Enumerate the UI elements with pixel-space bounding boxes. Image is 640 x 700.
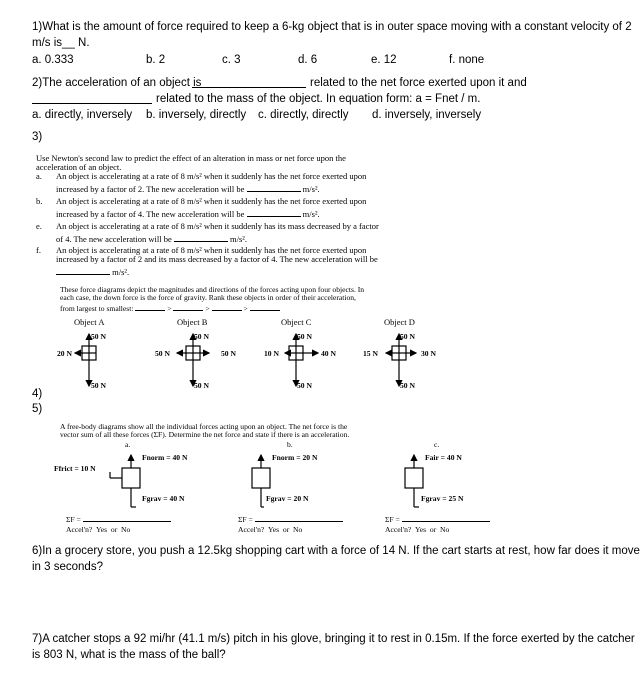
q5-b-letter: b. <box>287 440 293 449</box>
q4-b-down-label: 50 N <box>194 381 209 390</box>
q4-object-d-diagram <box>386 334 416 386</box>
q5-a-sum: ΣF = <box>66 513 171 525</box>
q5-c-accel: Accel'n? Yes or No <box>385 525 450 534</box>
q5-a-diagram <box>110 455 140 507</box>
q2-option-c: c. directly, directly <box>258 109 349 121</box>
q4-intro-2: each case, the down force is the force of gravity. Rank these objects in order of their acceleration, <box>60 293 356 302</box>
q4-intro-1: These force diagrams depict the magnitudes and directions of the forces acting upon four objects. In <box>60 285 365 294</box>
q3-e-line1: An object is accelerating at a rate of 8 m/s² when it suddenly has its mass decreased by a factor <box>56 221 379 231</box>
q1-text: 1)What is the amount of force required to keep a 6-kg object that is in outer space moving with a constant velocity of 2 <box>32 21 632 33</box>
q5-b-sum: ΣF = <box>238 513 343 525</box>
q5-b-up-label: Fnorm = 20 N <box>272 453 318 462</box>
q7-text-line2: is 803 N, what is the mass of the ball? <box>32 649 226 661</box>
q7-text-line1: 7)A catcher stops a 92 mi/hr (41.1 m/s) pitch in his glove, bringing it to rest in 0.15m. If the force exerted by the catcher <box>32 633 635 645</box>
q6-text-line1: 6)In a grocery store, you push a 12.5kg shopping cart with a force of 14 N. If the cart starts at rest, how far does it move <box>32 545 640 557</box>
q5-label: 5) <box>32 403 43 415</box>
q4-object-c-diagram <box>285 334 318 386</box>
q6-text-line2: in 3 seconds? <box>32 561 103 573</box>
q5-b-diagram <box>252 455 270 507</box>
q4-d-right-label: 30 N <box>421 349 436 358</box>
q5-a-left-label: Ffrict = 10 N <box>54 464 96 473</box>
q3-f-line3: m/s². <box>56 264 129 278</box>
q3-f-letter: f. <box>36 245 41 255</box>
q3-b-line1: An object is accelerating at a rate of 8 m/s² when it suddenly has the net force exerted upon <box>56 196 367 206</box>
q2-text-b: related to the net force exerted upon it and <box>310 77 527 89</box>
q4-c-up-label: 50 N <box>297 332 312 341</box>
q1-option-a: a. 0.333 <box>32 54 74 66</box>
q4-object-d-name: Object D <box>384 317 415 327</box>
q5-c-diagram <box>405 455 423 507</box>
q4-c-left-label: 10 N <box>264 349 279 358</box>
q1-text-line2: m/s is__ N. <box>32 37 90 49</box>
q5-c-sum: ΣF = <box>385 513 490 525</box>
q2-text-c: related to the mass of the object. In equation form: a = Fnet / m. <box>156 93 481 105</box>
q2-text-a: 2)The acceleration of an object is <box>32 77 202 89</box>
q5-c-up-label: Fair = 40 N <box>425 453 462 462</box>
q5-a-letter: a. <box>125 440 131 449</box>
q4-object-a-diagram <box>75 334 96 386</box>
q5-a-up-label: Fnorm = 40 N <box>142 453 188 462</box>
q4-label: 4) <box>32 388 43 400</box>
q3-f-line2: increased by a factor of 2 and its mass decreased by a factor of 4. The new acceleration will be <box>56 254 378 264</box>
q5-a-accel: Accel'n? Yes or No <box>66 525 131 534</box>
q4-a-up-label: 50 N <box>91 332 106 341</box>
q4-object-a-name: Object A <box>74 317 105 327</box>
q4-intro-3: from largest to smallest: > > > <box>60 302 280 314</box>
q4-c-right-label: 40 N <box>321 349 336 358</box>
q1-option-c: c. 3 <box>222 54 241 66</box>
q3-label: 3) <box>32 131 43 143</box>
q5-b-accel: Accel'n? Yes or No <box>238 525 303 534</box>
q3-intro-2: acceleration of an object. <box>36 162 122 172</box>
q4-a-down-label: 50 N <box>91 381 106 390</box>
q5-a-down-label: Fgrav = 40 N <box>142 494 185 503</box>
q5-intro-2: vector sum of all these forces (ΣF). Determine the net force and state if there is an acceleration. <box>60 430 350 439</box>
q4-b-left-label: 50 N <box>155 349 170 358</box>
q3-b-line2: increased by a factor of 4. The new acceleration will be m/s². <box>56 206 320 220</box>
q4-c-down-label: 50 N <box>297 381 312 390</box>
q1-option-e: e. 12 <box>371 54 397 66</box>
q2-option-d: d. inversely, inversely <box>372 109 482 121</box>
q1-option-d: d. 6 <box>298 54 318 66</box>
q4-object-b-name: Object B <box>177 317 208 327</box>
q1-option-f: f. none <box>449 54 485 66</box>
q3-e-letter: e. <box>36 221 42 231</box>
q4-b-right-label: 50 N <box>221 349 236 358</box>
q5-c-letter: c. <box>434 440 440 449</box>
q3-intro-1: Use Newton's second law to predict the effect of an alteration in mass or net force upon the <box>36 153 346 163</box>
q3-b-letter: b. <box>36 196 43 206</box>
q4-d-left-label: 15 N <box>363 349 378 358</box>
q4-a-left-label: 20 N <box>57 349 72 358</box>
q5-intro-1: A free-body diagrams show all the individual forces acting upon an object. The net force is the <box>60 422 348 431</box>
q2-option-a: a. directly, inversely <box>32 109 133 121</box>
q3-a-letter: a. <box>36 171 42 181</box>
q4-d-down-label: 50 N <box>400 381 415 390</box>
q1-option-b: b. 2 <box>146 54 166 66</box>
q4-b-up-label: 50 N <box>194 332 209 341</box>
q4-d-up-label: 50 N <box>400 332 415 341</box>
q4-object-b-diagram <box>177 334 209 386</box>
q3-f-line1: An object is accelerating at a rate of 8 m/s² when it suddenly has the net force exerted upon <box>56 245 367 255</box>
q3-a-line2: increased by a factor of 2. The new acceleration will be m/s². <box>56 181 320 195</box>
q2-option-b: b. inversely, directly <box>146 109 247 121</box>
q4-object-c-name: Object C <box>281 317 312 327</box>
q3-e-line2: of 4. The new acceleration will be m/s². <box>56 231 247 245</box>
q5-c-down-label: Fgrav = 25 N <box>421 494 464 503</box>
q3-a-line1: An object is accelerating at a rate of 8 m/s² when it suddenly has the net force exerted upon <box>56 171 367 181</box>
q5-b-down-label: Fgrav = 20 N <box>266 494 309 503</box>
